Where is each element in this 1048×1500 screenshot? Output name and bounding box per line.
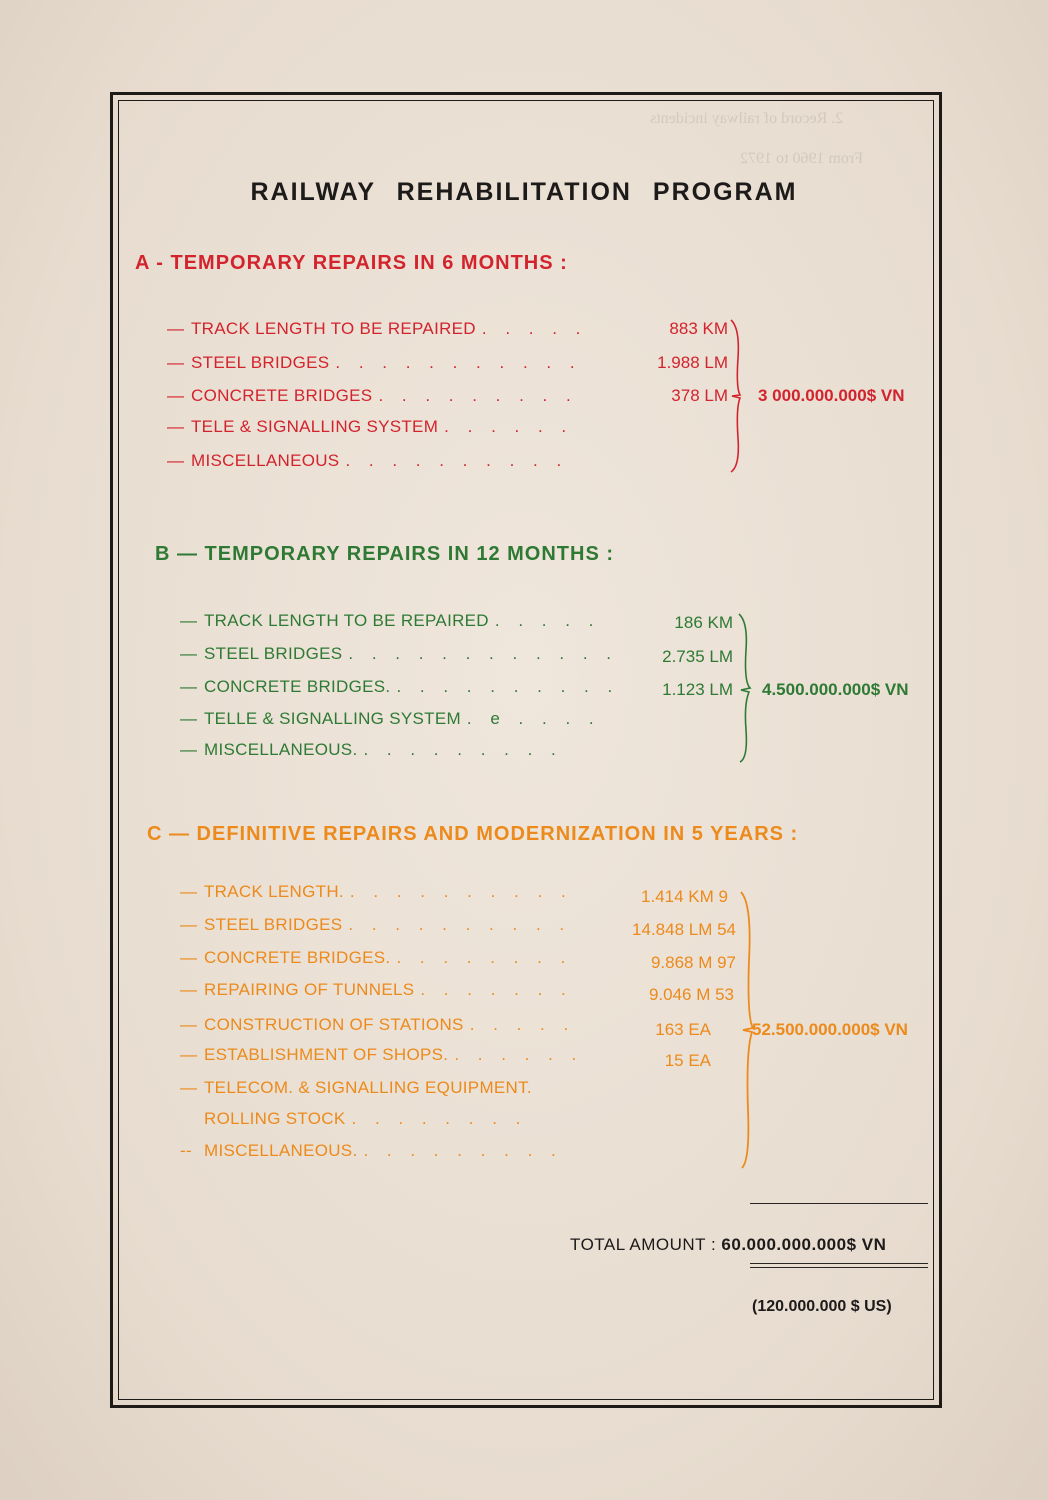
item-label: TELLE & SIGNALLING SYSTEM	[204, 709, 461, 728]
item-quantity: 1.414 KM 9	[641, 887, 728, 906]
item-quantity: 883 KM	[669, 319, 728, 338]
total-rule-top	[750, 1203, 928, 1204]
section-c-amount: 52.500.000.000$ VN	[752, 1020, 908, 1039]
section-a-item: — CONCRETE BRIDGES . . . . . . . . .	[167, 386, 578, 405]
total-label: TOTAL AMOUNT :	[570, 1235, 717, 1254]
section-a-amount: 3 000.000.000$ VN	[758, 386, 905, 405]
item-dots: . . . . . . . . . . .	[335, 353, 582, 372]
item-label: MISCELLANEOUS.	[204, 740, 358, 759]
section-a-item: — MISCELLANEOUS . . . . . . . . . .	[167, 451, 569, 470]
item-quantity: 186 KM	[674, 613, 733, 632]
item-quantity: 15 EA	[664, 1051, 711, 1070]
item-dots: . . . . . . . . . .	[349, 882, 573, 901]
section-b-heading: B — TEMPORARY REPAIRS IN 12 MONTHS :	[155, 543, 615, 565]
total-usd: (120.000.000 $ US)	[752, 1298, 892, 1315]
item-dots: . . . . . .	[454, 1045, 584, 1064]
item-label: MISCELLANEOUS.	[204, 1141, 358, 1160]
item-label: CONSTRUCTION OF STATIONS	[204, 1015, 464, 1034]
section-c-item: — ESTABLISHMENT OF SHOPS. . . . . . .	[180, 1045, 584, 1064]
section-c-item: — REPAIRING OF TUNNELS . . . . . . .	[180, 980, 573, 999]
item-dots: . . . . .	[494, 611, 601, 630]
item-label: TELECOM. & SIGNALLING EQUIPMENT.	[204, 1078, 532, 1097]
item-label: STEEL BRIDGES	[191, 353, 330, 372]
bleed-through-text: From 1960 to 1972	[740, 150, 864, 167]
item-label: TRACK LENGTH TO BE REPAIRED	[204, 611, 489, 630]
section-c-item: — TRACK LENGTH. . . . . . . . . . .	[180, 882, 573, 901]
item-quantity: 1.988 LM	[657, 353, 728, 372]
section-c-heading: C — DEFINITIVE REPAIRS AND MODERNIZATION IN 5 YEARS :	[147, 823, 799, 845]
section-c-item	[180, 1109, 527, 1129]
section-b-item: — MISCELLANEOUS. . . . . . . . . .	[180, 740, 563, 759]
section-b-amount: 4.500.000.000$ VN	[762, 680, 909, 699]
item-dots: . . . . . . . . . .	[345, 451, 569, 470]
item-label: STEEL BRIDGES	[204, 644, 343, 663]
section-b-item: — TRACK LENGTH TO BE REPAIRED . . . . .	[180, 611, 601, 630]
section-b-brace	[736, 612, 756, 764]
section-c-item: — CONSTRUCTION OF STATIONS . . . . .	[180, 1015, 576, 1034]
item-dots: . . . . . .	[444, 417, 574, 436]
total-rule-bottom	[750, 1263, 928, 1264]
section-b-item: — CONCRETE BRIDGES. . . . . . . . . . .	[180, 677, 620, 696]
item-label: TRACK LENGTH TO BE REPAIRED	[191, 319, 476, 338]
section-b-item: — STEEL BRIDGES . . . . . . . . . . . .	[180, 644, 619, 663]
item-label: TELE & SIGNALLING SYSTEM	[191, 417, 439, 436]
item-dots: . . . . . . . . .	[378, 386, 578, 405]
item-dots: . . . . .	[481, 319, 588, 338]
item-quantity: 2.735 LM	[662, 647, 733, 666]
item-dots: . . . . . . . .	[396, 948, 573, 967]
item-quantity: 14.848 LM 54	[632, 920, 736, 939]
section-b-item: — TELLE & SIGNALLING SYSTEM . e . . . .	[180, 709, 601, 728]
item-label: ESTABLISHMENT OF SHOPS.	[204, 1045, 449, 1064]
item-label: CONCRETE BRIDGES.	[204, 948, 391, 967]
item-label: STEEL BRIDGES	[204, 915, 343, 934]
section-a-item: — STEEL BRIDGES . . . . . . . . . . .	[167, 353, 582, 372]
item-quantity: 1.123 LM	[662, 680, 733, 699]
item-label: REPAIRING OF TUNNELS	[204, 980, 415, 999]
total-value: 60.000.000.000$ VN	[721, 1235, 887, 1254]
section-a-item: — TRACK LENGTH TO BE REPAIRED . . . . .	[167, 319, 588, 338]
page-title: RAILWAY REHABILITATION PROGRAM	[250, 178, 798, 206]
item-label: CONCRETE BRIDGES.	[204, 677, 391, 696]
item-label: ROLLING STOCK	[204, 1109, 346, 1128]
item-dots: . . . . . . . . . .	[396, 677, 620, 696]
item-dots: . . . . . . . . .	[363, 740, 563, 759]
total-amount-row	[570, 1235, 886, 1255]
bleed-through-text: 2. Record of railway incidents	[650, 110, 844, 127]
total-rule-bottom	[750, 1267, 928, 1268]
item-quantity: 9.046 M 53	[648, 985, 734, 1004]
section-c-item: -- MISCELLANEOUS. . . . . . . . . .	[180, 1141, 563, 1160]
item-dots: . e . . . .	[466, 709, 601, 728]
item-quantity: 9.868 M 97	[650, 953, 736, 972]
section-a-heading: A - TEMPORARY REPAIRS IN 6 MONTHS :	[135, 252, 568, 274]
item-dots: . . . . .	[469, 1015, 576, 1034]
section-c-item: — TELECOM. & SIGNALLING EQUIPMENT.	[180, 1078, 532, 1097]
section-a-brace	[728, 318, 748, 474]
item-label: MISCELLANEOUS	[191, 451, 340, 470]
item-dots: . . . . . . . .	[351, 1109, 528, 1128]
section-c-item: — STEEL BRIDGES . . . . . . . . . .	[180, 915, 572, 934]
item-quantity: 163 EA	[655, 1020, 711, 1039]
item-dots: . . . . . . . . . .	[348, 915, 572, 934]
section-a-item: — TELE & SIGNALLING SYSTEM . . . . . .	[167, 417, 574, 436]
item-label: TRACK LENGTH.	[204, 882, 344, 901]
item-dots: . . . . . . . . .	[363, 1141, 563, 1160]
item-dots: . . . . . . . . . . . .	[348, 644, 619, 663]
item-quantity: 378 LM	[671, 386, 728, 405]
item-dots: . . . . . . .	[420, 980, 573, 999]
item-label: CONCRETE BRIDGES	[191, 386, 373, 405]
section-c-item: — CONCRETE BRIDGES. . . . . . . . .	[180, 948, 573, 967]
